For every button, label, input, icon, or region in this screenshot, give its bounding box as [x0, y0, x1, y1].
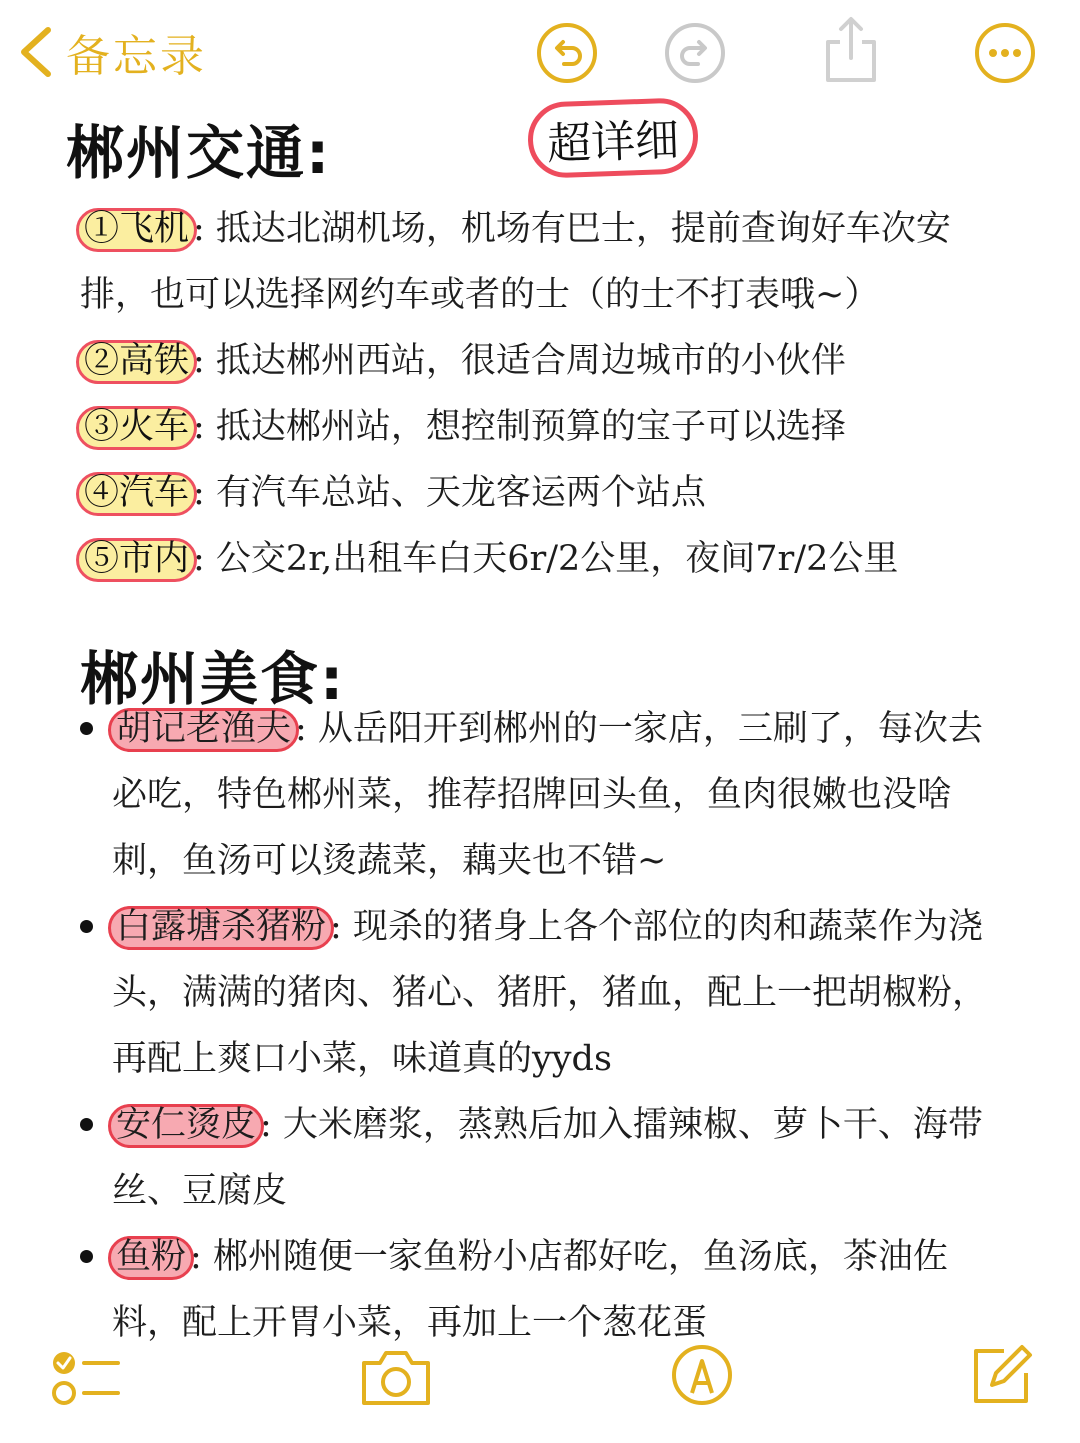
tag-bus: ④汽车 — [80, 468, 193, 518]
tag-train: ③火车 — [80, 402, 193, 452]
item-text: : 抵达北湖机场，机场有巴士，提前查询好车次安 — [193, 209, 951, 249]
item-text: : 抵达郴州西站，很适合周边城市的小伙伴 — [193, 341, 846, 381]
food-item-huji-cont: 必吃，特色郴州菜，推荐招牌回头鱼，鱼肉很嫩也没啥 — [112, 775, 953, 815]
undo-button[interactable] — [536, 22, 598, 84]
share-icon — [820, 14, 882, 84]
checklist-button[interactable] — [50, 1347, 122, 1415]
tag-highspeed: ②高铁 — [80, 336, 193, 386]
tag-yufen: 鱼粉 — [112, 1232, 190, 1282]
chevron-left-icon — [14, 22, 58, 82]
tag-city: ⑤市内 — [80, 534, 193, 584]
food-item-yufen — [112, 1232, 948, 1282]
transport-item-highspeed — [80, 336, 846, 386]
tag-huji: 胡记老渔夫 — [112, 704, 295, 754]
bottom-toolbar — [0, 1335, 1080, 1443]
item-text: : 有汽车总站、天龙客运两个站点 — [193, 473, 706, 513]
food-item-huji-cont: 刺，鱼汤可以烫蔬菜，藕夹也不错~ — [112, 841, 667, 881]
food-item-huji — [112, 704, 983, 754]
checklist-icon — [50, 1347, 122, 1411]
bullet — [80, 920, 93, 933]
food-item-anren — [112, 1100, 983, 1150]
redo-icon — [664, 22, 726, 84]
bullet — [80, 1118, 93, 1131]
camera-icon — [358, 1345, 434, 1409]
item-text: : 公交2r,出租车白天6r/2公里，夜间7r/2公里 — [193, 539, 899, 579]
more-button[interactable] — [974, 22, 1036, 84]
top-toolbar — [0, 0, 1080, 105]
markup-button[interactable] — [670, 1343, 734, 1411]
tag-plane: ①飞机 — [80, 204, 193, 254]
tag-anren: 安仁烫皮 — [112, 1100, 260, 1150]
markup-icon — [670, 1343, 734, 1407]
item-text: : 大米磨浆，蒸熟后加入擂辣椒、萝卜干、海带 — [260, 1105, 983, 1145]
transport-item-train — [80, 402, 846, 452]
item-text: : 抵达郴州站，想控制预算的宝子可以选择 — [193, 407, 846, 447]
back-button[interactable] — [14, 20, 207, 84]
super-detailed-stamp: 超详细 — [527, 97, 700, 179]
back-label: 备忘录 — [66, 31, 207, 82]
undo-icon — [536, 22, 598, 84]
section-title-food: 郴州美食: — [80, 645, 346, 713]
section-title-transport: 郴州交通: — [66, 119, 332, 187]
transport-item-plane — [80, 204, 951, 254]
bullet — [80, 722, 93, 735]
more-icon — [974, 22, 1036, 84]
food-item-bailutang-cont: 再配上爽口小菜，味道真的yyds — [112, 1039, 612, 1079]
tag-bailutang: 白露塘杀猪粉 — [112, 902, 330, 952]
transport-item-city — [80, 534, 898, 584]
bullet — [80, 1250, 93, 1263]
camera-button[interactable] — [358, 1345, 434, 1413]
transport-item-plane-cont: 排，也可以选择网约车或者的士（的士不打表哦~） — [80, 275, 880, 315]
item-text: : 从岳阳开到郴州的一家店，三刷了，每次去 — [295, 709, 983, 749]
redo-button[interactable] — [664, 22, 726, 84]
food-item-bailutang — [112, 902, 983, 952]
share-button[interactable] — [820, 14, 882, 76]
item-text: : 现杀的猪身上各个部位的肉和蔬菜作为浇 — [330, 907, 983, 947]
food-item-bailutang-cont: 头，满满的猪肉、猪心、猪肝，猪血，配上一把胡椒粉， — [112, 973, 988, 1013]
transport-item-bus — [80, 468, 706, 518]
food-item-anren-cont: 丝、豆腐皮 — [112, 1171, 288, 1211]
food-item-yufen-cont: 料，配上开胃小菜，再加上一个葱花蛋 — [112, 1303, 708, 1343]
compose-icon — [970, 1343, 1034, 1407]
item-text: : 郴州随便一家鱼粉小店都好吃，鱼汤底，茶油佐 — [190, 1237, 948, 1277]
compose-button[interactable] — [970, 1343, 1034, 1411]
